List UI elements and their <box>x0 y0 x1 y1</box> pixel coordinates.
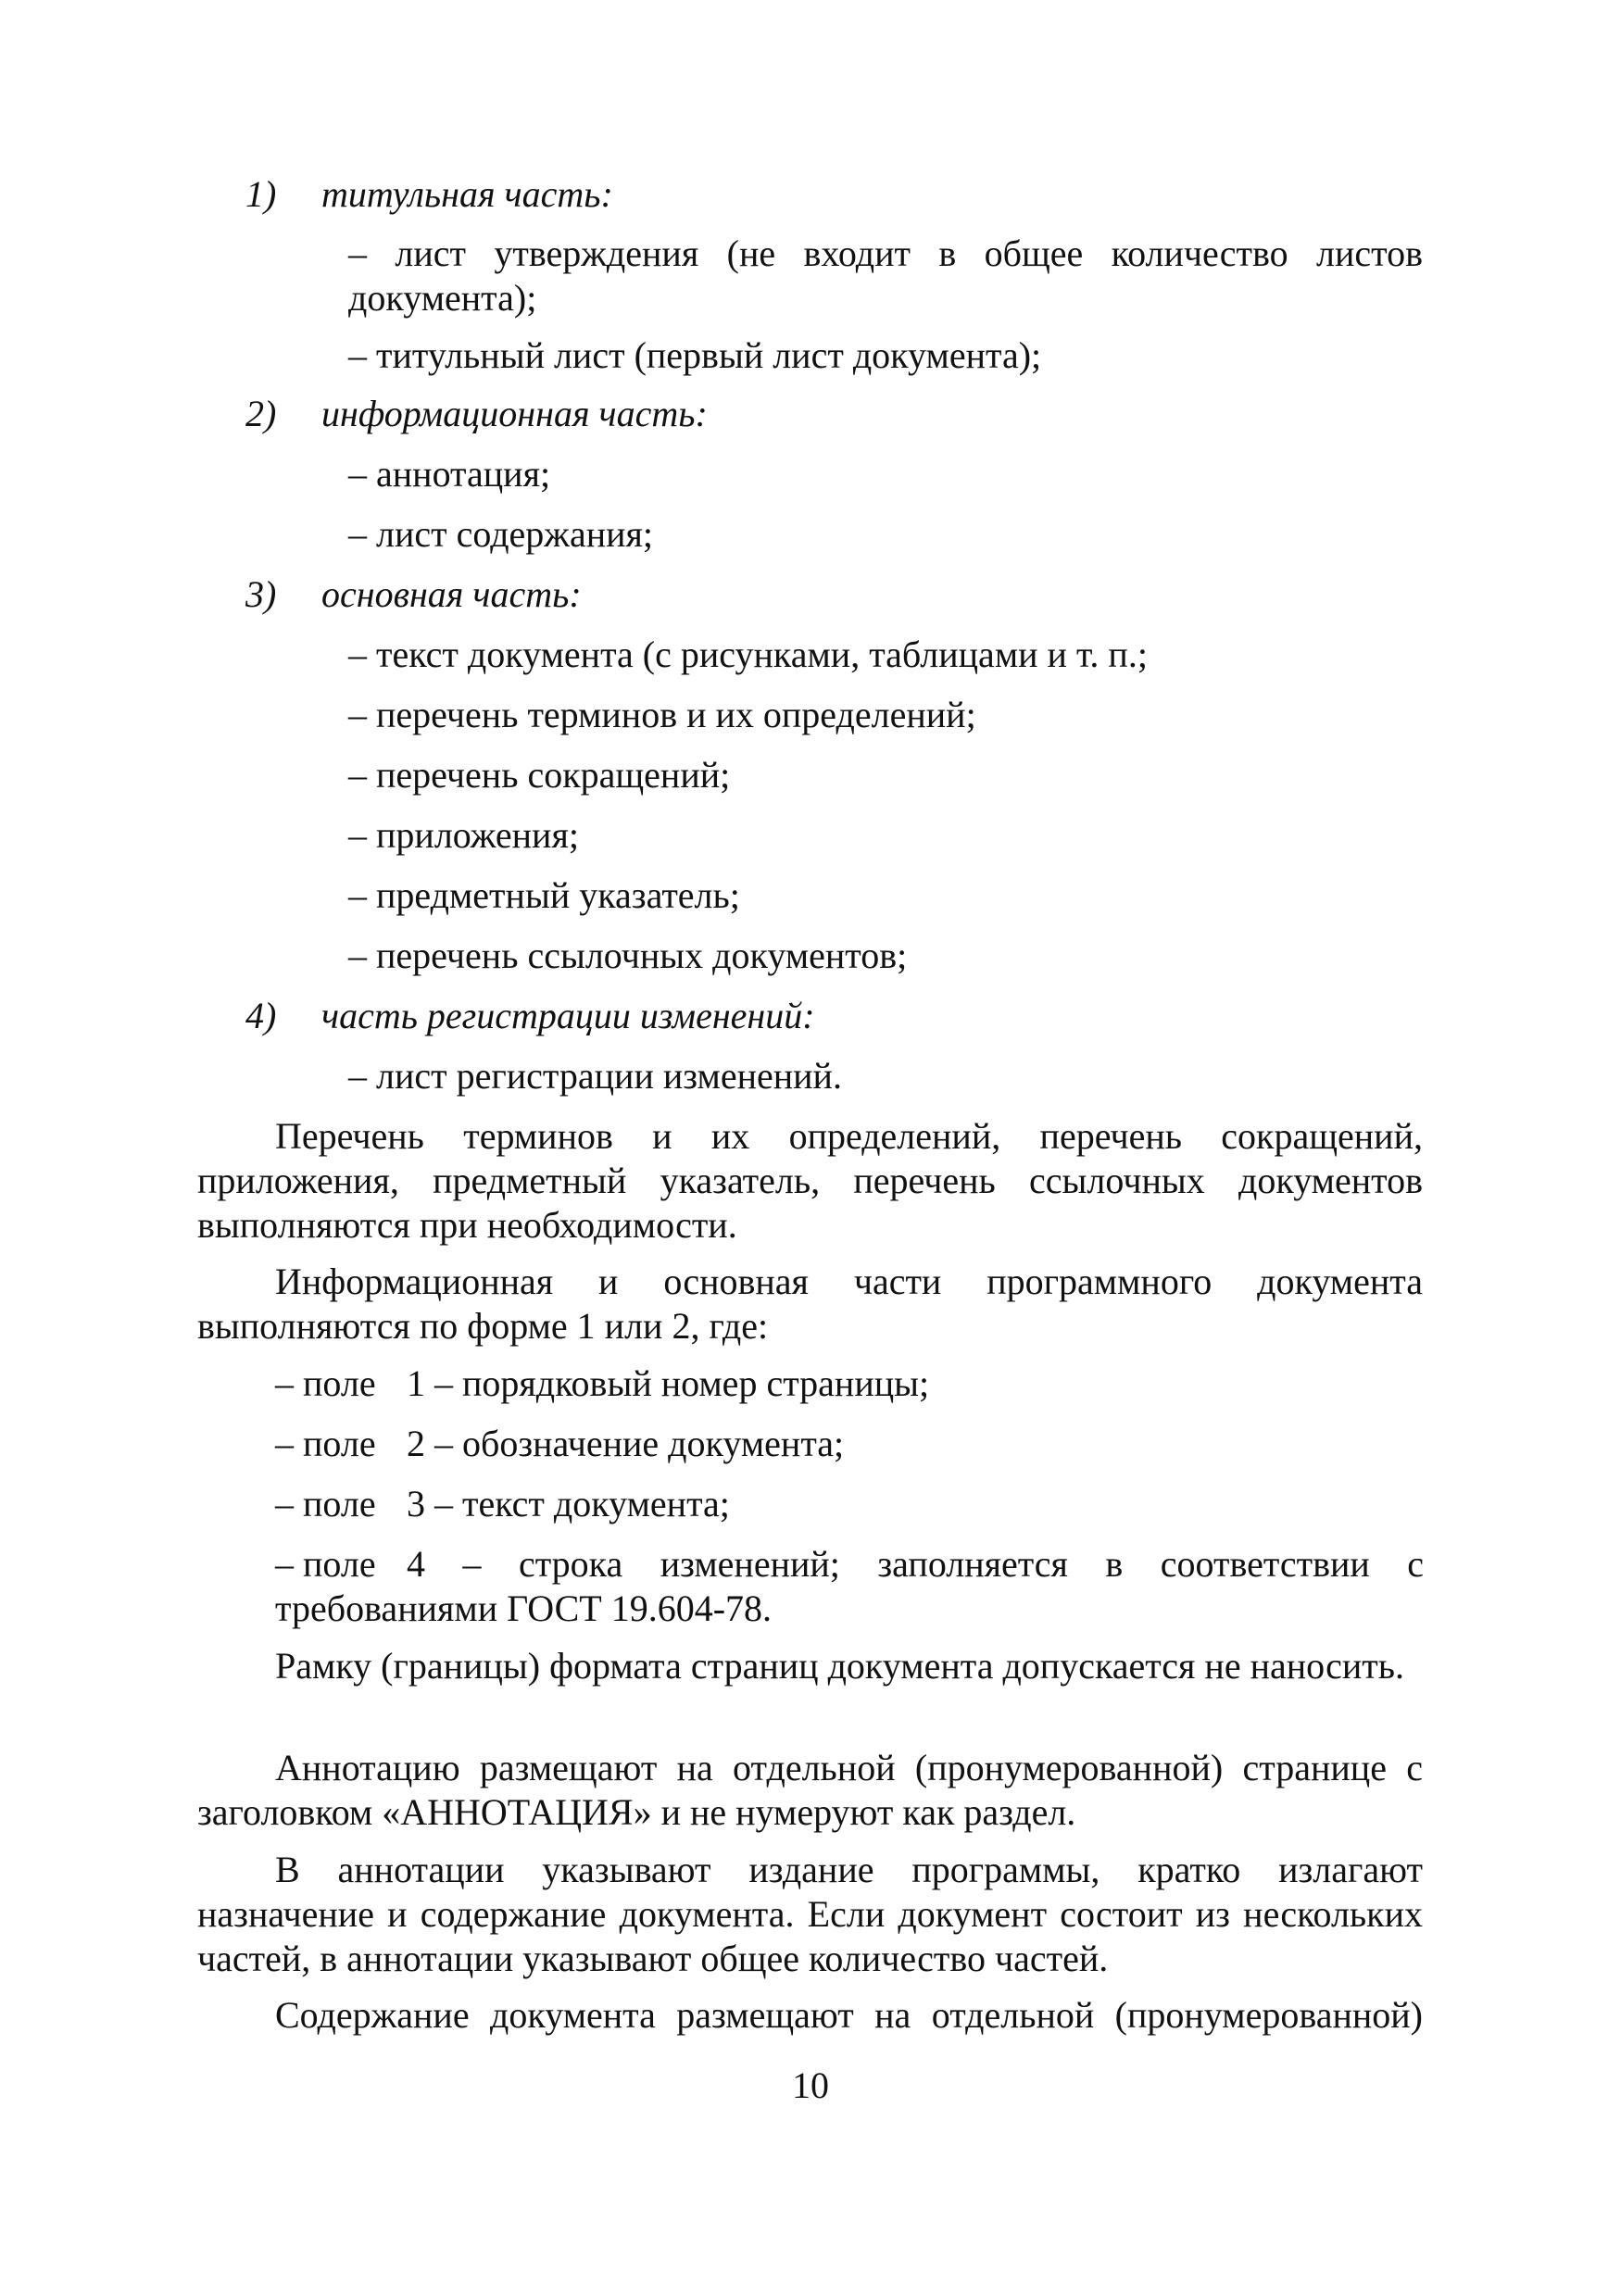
section-title: титульная часть: <box>321 173 613 215</box>
field-label: – поле <box>275 1543 376 1585</box>
section-number: 3) <box>245 573 277 615</box>
field-label: – поле <box>275 1423 376 1464</box>
list-item: – перечень ссылочных документов; <box>348 935 908 976</box>
list-item: – лист содержания; <box>348 513 654 555</box>
paragraph: Перечень терминов и их определений, перечень сокращений, приложения, предметный указатель, перечень ссылочных документов выполняются при необходимости. <box>197 1115 1423 1246</box>
section-title: часть регистрации изменений: <box>321 995 815 1036</box>
section-number: 2) <box>245 393 277 434</box>
field-label: – поле <box>275 1362 376 1404</box>
paragraph: Аннотацию размещают на отдельной (пронумерованной) странице с заголовком «АННОТАЦИЯ» и не нумеруют как раздел. <box>197 1747 1423 1833</box>
list-item: – текст документа (с рисунками, таблицами и т. п.; <box>348 634 1148 675</box>
section-heading <box>245 994 815 1038</box>
paragraph: Содержание документа размещают на отдельной (пронумерованной) <box>275 1994 1423 2036</box>
list-item: – предметный указатель; <box>348 874 740 916</box>
section-heading <box>245 572 582 617</box>
list-item: – перечень сокращений; <box>348 754 731 796</box>
list-item: – приложения; <box>348 814 579 856</box>
section-title: основная часть: <box>321 573 582 615</box>
section-number: 4) <box>245 995 277 1036</box>
section-heading <box>245 392 708 436</box>
field-text: 1 – порядковый номер страницы; <box>407 1362 930 1404</box>
list-item: – лист утверждения (не входит в общее количество листов документа); <box>348 232 1423 319</box>
field-item <box>275 1542 1424 1631</box>
paragraph: Информационная и основная части программного документа выполняются по форме 1 или 2, где: <box>197 1261 1423 1347</box>
section-title: информационная часть: <box>321 393 708 434</box>
list-item: – титульный лист (первый лист документа); <box>348 334 1042 376</box>
list-item: – аннотация; <box>348 453 551 495</box>
paragraph: В аннотации указывают издание программы, кратко излагают назначение и содержание документа. Если документ состоит из нескольких частей, в аннотации указывают общее количество частей. <box>197 1849 1423 1979</box>
field-text: 3 – текст документа; <box>407 1483 730 1524</box>
section-heading <box>245 172 613 217</box>
field-text: 4 – строка изменений; заполняется в соответствии с требованиями ГОСТ 19.604-78. <box>275 1543 1424 1629</box>
list-item: – перечень терминов и их определений; <box>348 694 976 735</box>
paragraph: Рамку (границы) формата страниц документа допускается не наносить. <box>275 1645 1405 1687</box>
page-number: 10 <box>792 2064 829 2106</box>
section-number: 1) <box>245 173 277 215</box>
list-item: – лист регистрации изменений. <box>348 1055 842 1097</box>
field-label: – поле <box>275 1483 376 1524</box>
field-item <box>275 1482 1424 1526</box>
field-item <box>275 1361 1424 1406</box>
field-text: 2 – обозначение документа; <box>407 1423 845 1464</box>
field-item <box>275 1422 1424 1466</box>
